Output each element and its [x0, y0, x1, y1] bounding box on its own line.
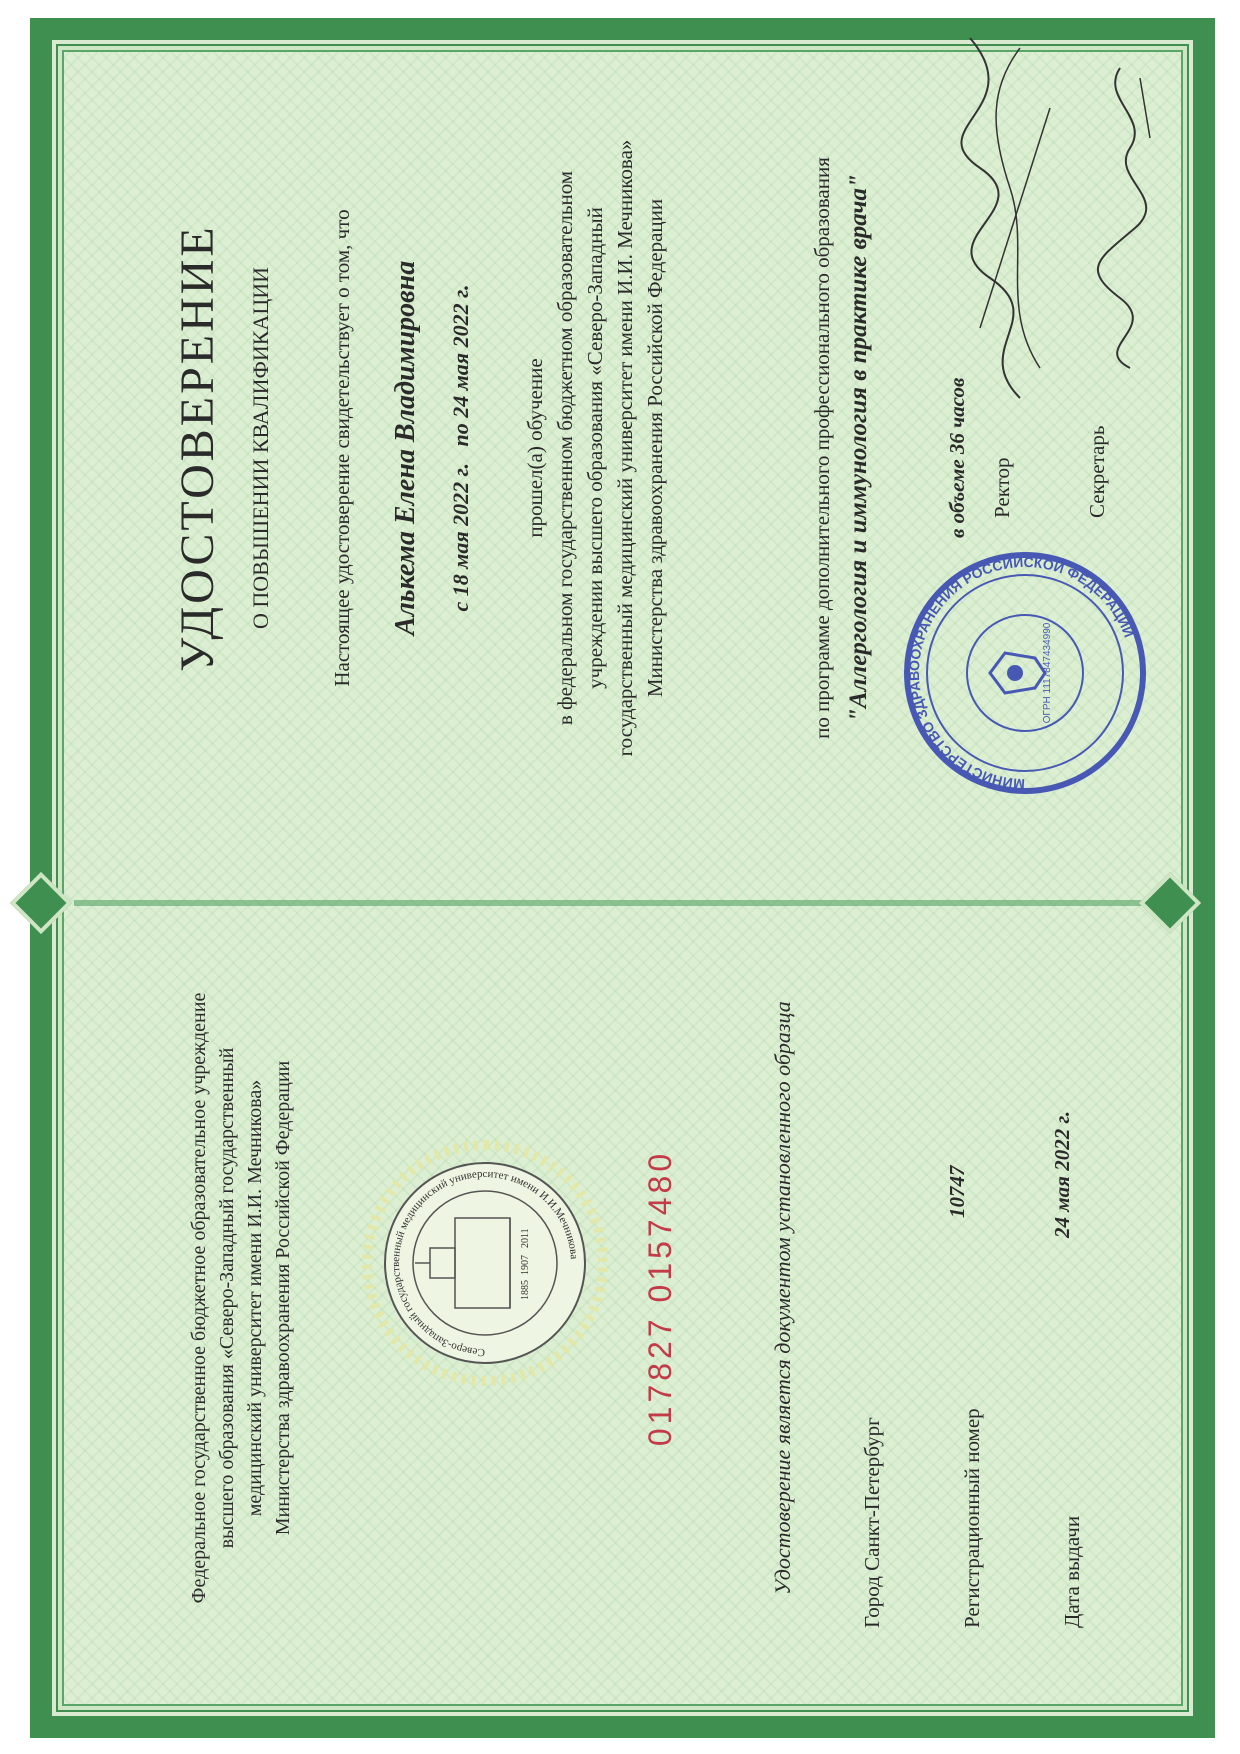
training-line: учреждении высшего образования «Северо-Западный	[583, 207, 607, 689]
serial-number: 017827 0157480	[642, 1149, 678, 1447]
seal-year: 1907	[520, 1255, 531, 1275]
right-page	[30, 18, 1215, 878]
certifies-text: Настоящее удостоверение свидетельствует о том, что	[330, 209, 354, 687]
institution-line: высшего образования «Северо-Западный государственный	[216, 1047, 238, 1549]
seal-ring-text: Северо-Западный государственный медицинский университет имени И.И.Мечникова	[389, 1167, 580, 1359]
certificate-title: УДОСТОВЕРЕНИЕ	[171, 224, 224, 672]
university-seal-icon	[360, 1138, 610, 1388]
certificate-subtitle: О ПОВЫШЕНИИ КВАЛИФИКАЦИИ	[248, 267, 273, 629]
secretary-signature-icon	[1080, 58, 1170, 378]
program-name: "Аллергология и иммунология в практике врача"	[845, 174, 872, 722]
registration-number: 10747	[945, 1165, 969, 1218]
registration-label: Регистрационный номер	[960, 1408, 984, 1628]
training-period: с 18 мая 2022 г. по 24 мая 2022 г.	[448, 284, 473, 612]
rector-label: Ректор	[990, 457, 1014, 518]
hours: в объеме 36 часов	[945, 377, 969, 538]
rector-signature-icon	[950, 28, 1070, 408]
program-intro: по программе дополнительного профессионального образования	[810, 157, 834, 739]
training-line: государственный медицинский университет имени И.И. Мечникова»	[613, 139, 637, 757]
secretary-label: Секретарь	[1085, 425, 1109, 518]
training-line: в федеральном государственном бюджетном образовательном	[553, 170, 577, 726]
training-institution	[520, 18, 670, 878]
issue-date-label: Дата выдачи	[1060, 1515, 1084, 1628]
city-label: Город Санкт-Петербург	[860, 1417, 884, 1628]
institution-header	[185, 918, 297, 1678]
stamp-ogrn: ОГРН 1117847434990	[1042, 622, 1053, 724]
seal-year: 2011	[520, 1228, 531, 1248]
training-line: прошел(а) обучение	[523, 358, 547, 538]
institution-line: Министерства здравоохранения Российской Федерации	[272, 1060, 294, 1536]
rotated-content	[30, 18, 1215, 1738]
seal-year: 1885	[520, 1280, 531, 1300]
institution-line: медицинский университет имени И.И. Мечникова»	[244, 1079, 266, 1517]
training-line: Министерства здравоохранения Российской Федерации	[643, 198, 667, 698]
stamp-ring-text: МИНИСТЕРСТВО ЗДРАВООХРАНЕНИЯ РОССИЙСКОЙ ФЕДЕРАЦИИ	[905, 553, 1138, 793]
left-page	[30, 878, 1215, 1738]
official-stamp-icon	[900, 548, 1150, 798]
issue-date-value: 24 мая 2022 г.	[1050, 1110, 1074, 1238]
holder-name: Алькема Елена Владимировна	[390, 260, 421, 636]
institution-line: Федеральное государственное бюджетное образовательное учреждение	[188, 992, 210, 1604]
validity-note: Удостоверение является документом установленного образца	[770, 1001, 795, 1595]
